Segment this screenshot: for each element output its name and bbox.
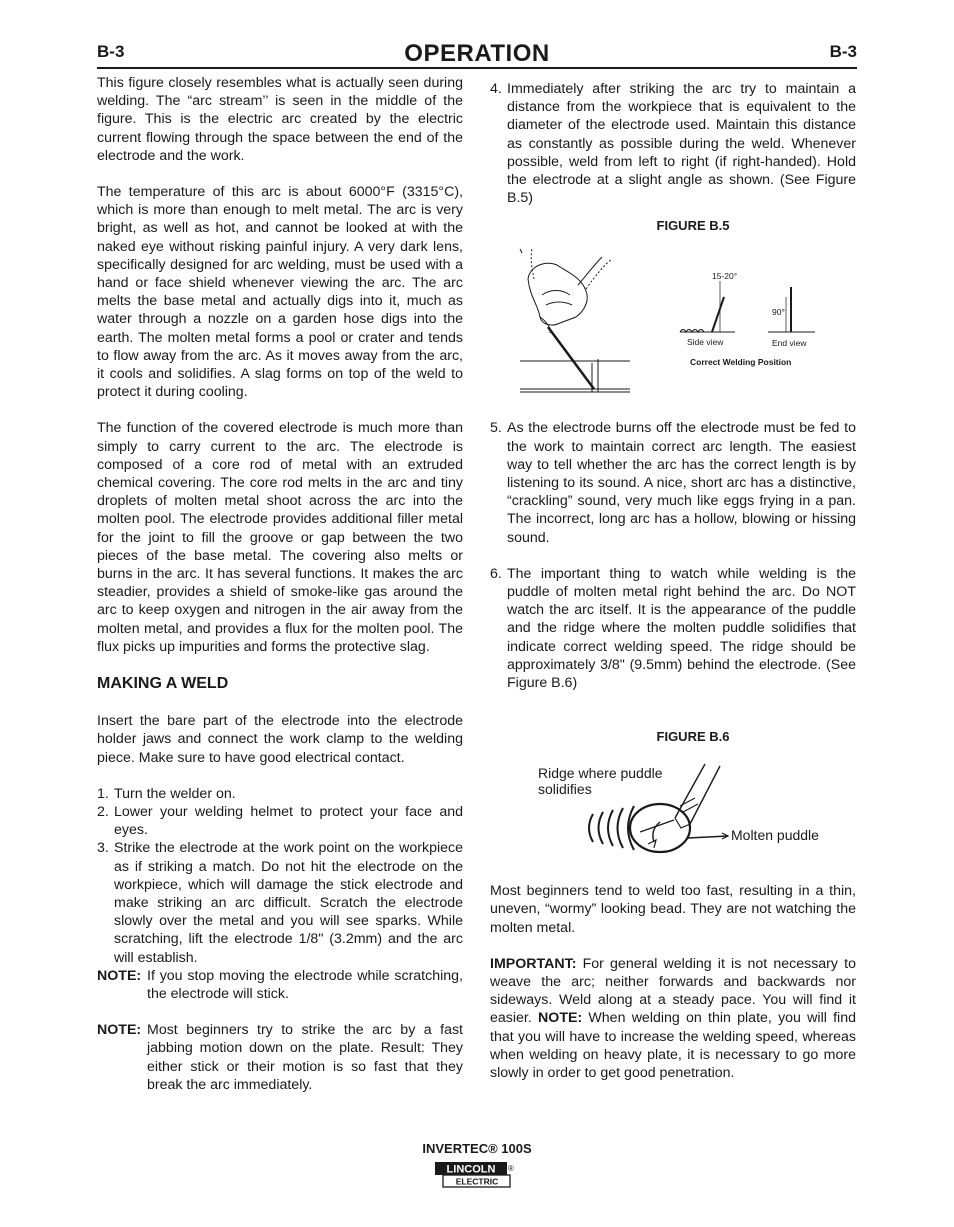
paragraph-insert-electrode: Insert the bare part of the electrode into the electrode holder jaws and connect the work clamp to the welding piece. Make sure to have good electrical contact. bbox=[97, 713, 463, 766]
list-item: 1. Turn the welder on. bbox=[97, 785, 236, 802]
paragraph-beginners-too-fast: Most beginners tend to weld too fast, resulting in a thin, uneven, “wormy” looking bead. They are not watching the molten metal. bbox=[490, 883, 856, 936]
note-stop-moving: NOTE: If you stop moving the electrode while scratching, the electrode will stick. bbox=[97, 967, 463, 1002]
paragraph-covered-electrode: The function of the covered electrode is much more than simply to carry current to the arc. The electrode is composed of a core rod of metal with an extruded chemical covering. The core rod melts in the arc and tiny droplets of molten metal shoot across the arc into the molten pool. The electrode provides additional filler metal for the joint to fill the groove or gap between the two pieces of the base metal. The covering also melts or burns in the arc. It has several functions. It makes the arc steadier, provides a shield of smoke-like gas around the arc to keep oxygen and nitrogen in the air away from the molten metal, and provides a flux for the molten pool. The flux picks up impurities and forms the protective slag. bbox=[97, 420, 463, 655]
section-heading-making-a-weld: MAKING A WELD bbox=[97, 675, 229, 693]
page-title: OPERATION bbox=[404, 40, 550, 67]
paragraph-arc-stream: This figure closely resembles what is actually seen during welding. The “arc stream’’ is seen in the middle of the figure. This is the electric arc created by the electric current flowing through the space between the end of the electrode and the work. bbox=[97, 75, 463, 164]
list-item: 4. Immediately after striking the arc try to maintain a distance from the workpiece that is equivalent to the diameter of the electrode used. Maintain this distance as constantly as possible during the weld. Whenever possible, weld from left to right (if right-handed). Hold the electrode at a slight angle as shown. (See Figure B.5) bbox=[490, 81, 856, 207]
figure-b5-diagram bbox=[490, 239, 856, 409]
list-item: 3. Strike the electrode at the work point on the workpiece as if striking a match. Do not hit the electrode on the workpiece, which will damage the stick electrode and make striking an arc difficult. Scratch the electrode slowly over the metal and you will see sparks. While scratching, lift the electrode 1/8" (3.2mm) and the arc will establish. bbox=[97, 840, 463, 966]
figure-b6-diagram bbox=[490, 756, 856, 866]
left-column bbox=[97, 74, 463, 1094]
ridge-label-line1: Ridge where puddle bbox=[538, 765, 663, 782]
right-column bbox=[490, 80, 856, 1082]
paragraph-important: IMPORTANT: For general welding it is not necessary to weave the arc; neither forwards and backwards nor sideways. Weld along at a steady pace. You will find it easier. NOTE: When welding on thin plate, you will find that you will have to increase the welding speed, whereas when welding on heavy plate, it is necessary to go more slowly in order to get good penetration. bbox=[490, 955, 856, 1082]
list-item: 2. Lower your welding helmet to protect your face and eyes. bbox=[97, 803, 463, 839]
note-beginners-strike: NOTE: Most beginners try to strike the arc by a fast jabbing motion down on the plate. Result: They either stick or their motion is so fast that they break the arc immediately. bbox=[97, 1022, 463, 1093]
header-rule bbox=[97, 67, 857, 69]
figure-b5-caption: FIGURE B.5 bbox=[656, 218, 730, 234]
side-view-label: Side view bbox=[687, 337, 724, 348]
page-code-left: B-3 bbox=[97, 42, 125, 61]
lincoln-electric-logo bbox=[434, 1161, 520, 1189]
logo-registered-mark: ® bbox=[508, 1164, 514, 1173]
correct-welding-position-label: Correct Welding Position bbox=[690, 357, 792, 368]
angle-end-label: 90° bbox=[772, 307, 785, 318]
molten-puddle-label: Molten puddle bbox=[731, 827, 819, 844]
figure-b6-caption: FIGURE B.6 bbox=[656, 729, 730, 745]
logo-electric-text: ELECTRIC bbox=[455, 1176, 499, 1187]
list-item: 6. The important thing to watch while welding is the puddle of molten metal right behind the arc. Do NOT watch the arc itself. It is the appearance of the puddle and the ridge where the molten puddle solidifies that indicate correct welding speed. The ridge should be approximately 3/8" (9.5mm) behind the electrode. (See Figure B.6) bbox=[490, 565, 856, 692]
footer-product-name: INVERTEC® 100S bbox=[422, 1141, 532, 1156]
ridge-label-line2: solidifies bbox=[538, 781, 592, 798]
paragraph-arc-temperature: The temperature of this arc is about 6000°F (3315°C), which is more than enough to melt metal. The arc is very bright, as well as hot, and cannot be looked at with the naked eye without risking painful injury. A very dark lens, specifically designed for arc welding, must be used with a hand or face shield whenever viewing the arc. The arc melts the base metal and actually digs into it, much as water through a nozzle on a garden hose digs into the earth. The molten metal forms a pool or crater and tends to flow away from the arc. As it moves away from the arc, it cools and solidifies. A slag forms on top of the weld to protect it during cooling. bbox=[97, 184, 463, 401]
list-item: 5. As the electrode burns off the electrode must be fed to the work to maintain correct arc length. The easiest way to tell whether the arc has the correct length is by listening to its sound. A nice, short arc has a distinctive, “crackling” sound, very much like eggs frying in a pan. The incorrect, long arc has a hollow, blowing or hissing sound. bbox=[490, 420, 856, 546]
page-code-right: B-3 bbox=[829, 42, 857, 61]
angle-side-label: 15-20° bbox=[712, 271, 738, 282]
end-view-label: End view bbox=[772, 338, 807, 349]
logo-lincoln-text: LINCOLN bbox=[446, 1163, 496, 1176]
workpiece-illustration bbox=[520, 249, 630, 392]
side-view-diagram bbox=[680, 281, 735, 332]
